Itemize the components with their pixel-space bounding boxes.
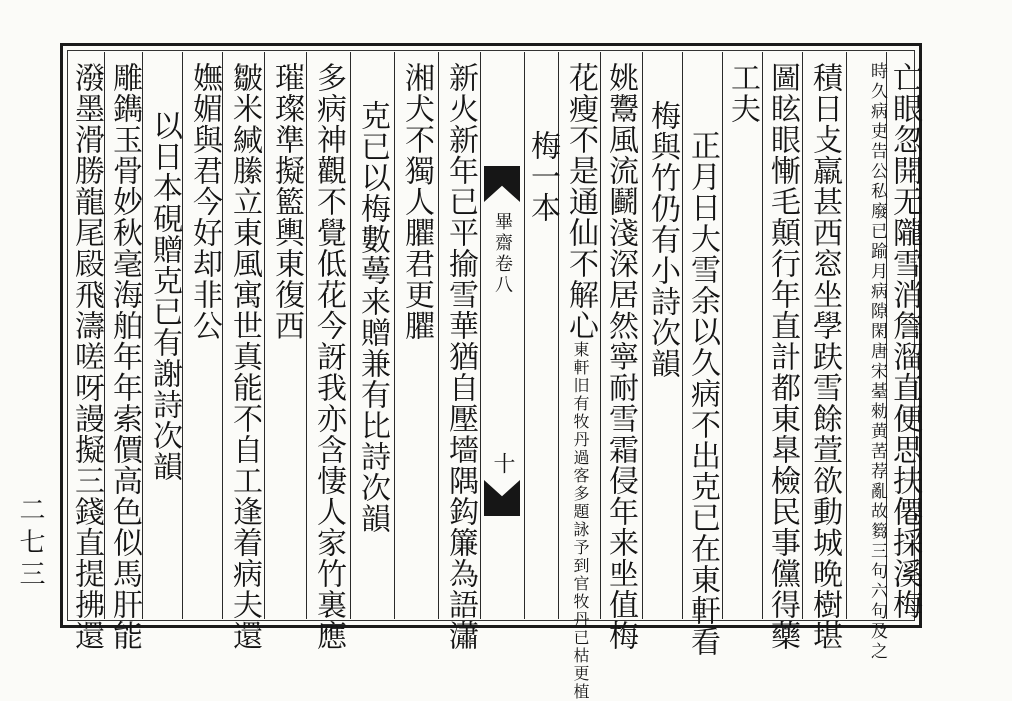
column-rule [600,52,601,619]
text-column: 梅一本 [525,130,560,223]
leaf-number: 十 [490,452,515,474]
text-column: 新火新年已平揄雪華猶自壓墻隅鈎簾為語瀟 [443,62,478,651]
text-column: 皺米緘縢立東風寓世真能不自工逢着病夫還 [227,62,262,651]
column-rule [182,52,183,619]
column-rule [480,52,481,619]
text-column: 璀璨準擬籃輿東復西 [269,62,304,341]
fish-tail-ornament-top [484,166,520,202]
center-gutter [482,52,522,619]
column-rule [802,52,803,619]
text-column: 姚䰞風流鬬淺深居然寧耐雪霜侵年来㘴值梅 [603,62,638,651]
text-column: 潑墨滑勝龍尾㲀飛濤嗟呀謾擬三錢直提拂還 [69,62,104,651]
annotation-line: 䑓勑黄䒷荐亂故篘三句六句及之 [867,382,887,662]
text-column: 工夫 [725,62,760,124]
annotation-line: 時久病吏告公私廢已踰月病隙閑唐宋 [867,62,887,382]
annotation-column [846,62,887,662]
column-rule [394,52,395,619]
text-column: 正月日大雪余以久病不出克已在東軒看 [685,130,720,657]
text-column: 以日本硯贈克已有謝詩次韻 [147,110,182,482]
fish-tail-ornament-bottom [484,480,520,516]
text-column: 嫵媚與君今好却非公 [187,62,222,341]
column-rule [438,52,439,619]
inline-annotation: 東軒旧有牧丹過客多題詠予到官牧丹已枯更植 [571,341,590,701]
column-rule [142,52,143,619]
text-column: 克已以梅數蕚来贈兼有比詩次韻 [355,100,390,534]
book-title: 畢齋卷八 [492,212,513,296]
column-rule [642,52,643,619]
column-rule [722,52,723,619]
column-rule [762,52,763,619]
text-column: 亡眼忽開无隴雪消詹溜直便思扶僊採溪梅 [887,62,922,620]
column-rule [104,52,105,619]
text-column: 圖眩眼慚毛顛行年直計都東臯檢民事儻得藥 [765,62,800,651]
text-column: 多病神觀不覺低花今訝我亦含悽人家竹裏應 [311,62,346,651]
column-rule [222,52,223,619]
text-column: 湘犬不獨人臞君更臞 [399,62,434,341]
verse-text: 花瘦不是通仙不解心 [563,62,598,341]
column-rule [264,52,265,619]
text-column: 雕鐫玉骨妙秋毫海舶年年索價高色似馬肝能 [107,62,142,651]
text-column: 梅與竹仍有小詩次韻 [645,100,680,379]
column-rule [350,52,351,619]
text-column: 積日攴羸甚西窓坐學趺雪餘萱欲動城晩樹堪 [807,62,842,651]
page-number: 二七三 [15,496,45,592]
column-rule [306,52,307,619]
column-rule [682,52,683,619]
text-column-with-note [562,62,598,701]
